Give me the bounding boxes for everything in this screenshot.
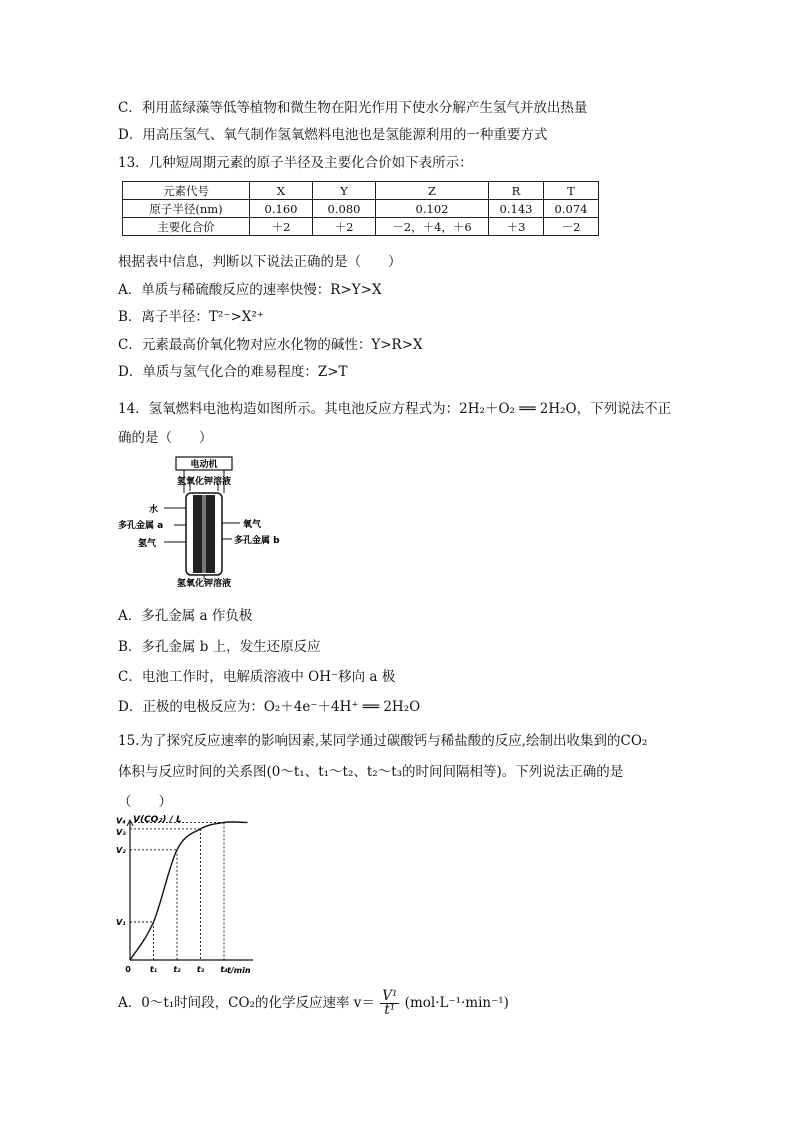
table-cell: 0.160	[250, 200, 313, 218]
x-axis-label: t/min	[227, 966, 251, 975]
table-cell: R	[489, 182, 544, 200]
table-row	[123, 182, 599, 200]
y-tick-label: V₃	[116, 827, 126, 837]
chart-axes	[127, 820, 253, 960]
q13-option-a: A．单质与稀硫酸反应的速率快慢：R>Y>X	[118, 282, 382, 298]
table-cell: 主要化合价	[123, 218, 250, 236]
table-cell: －2，＋4，＋6	[376, 218, 489, 236]
q14-option-a: A．多孔金属 a 作负极	[118, 608, 253, 624]
q13-option-c: C．元素最高价氧化物对应水化物的碱性：Y>R>X	[118, 337, 423, 353]
q15-stem-line2: 体积与反应时间的关系图(0～t₁、t₁～t₂、t₂～t₃的时间间隔相等)。下列说法正确的是	[118, 764, 624, 780]
q14-option-c: C．电池工作时，电解质溶液中 OH⁻移向 a 极	[118, 669, 396, 685]
series-line	[130, 822, 248, 960]
koh-top-label: 氢氧化钾溶液	[176, 477, 232, 487]
table-cell: ＋3	[489, 218, 544, 236]
q15-option-a-text: A．0～t₁时间段，CO₂的化学反应速率 v＝	[118, 995, 375, 1011]
q13-option-b: B．离子半径：T²⁻>X²⁺	[118, 309, 264, 325]
table-row	[123, 218, 599, 236]
q12-option-d: D．用高压氢气、氧气制作氢氧燃料电池也是氢能源利用的一种重要方式	[118, 127, 548, 143]
y-axis-label: V(CO₂) / L	[133, 815, 182, 825]
x-tick-label: t₄	[220, 965, 228, 974]
q14-option-d: D．正极的电极反应为：O₂＋4e⁻＋4H⁺ ══ 2H₂O	[118, 699, 421, 715]
q14-option-b: B．多孔金属 b 上，发生还原反应	[118, 639, 321, 655]
table-cell: 0.074	[544, 200, 599, 218]
q13-stem: 13．几种短周期元素的原子半径及主要化合价如下表所示：	[118, 155, 473, 171]
fraction-numerator: V¹	[382, 988, 398, 1004]
q14-stem-line2: 确的是（ ）	[118, 430, 213, 446]
table-cell: ＋2	[250, 218, 313, 236]
table-cell: Y	[313, 182, 376, 200]
x-tick-label: 0	[125, 965, 131, 974]
oxygen-label: 氧气	[243, 520, 262, 530]
koh-bottom-label: 氢氧化钾溶液	[176, 579, 232, 589]
hydrogen-label: 氢气	[138, 539, 157, 549]
q15-paren: （ ）	[118, 794, 172, 810]
table-cell: 0.143	[489, 200, 544, 218]
table-cell: －2	[544, 218, 599, 236]
q13-prompt: 根据表中信息，判断以下说法正确的是（ ）	[118, 254, 402, 270]
table-cell: X	[250, 182, 313, 200]
y-tick-label: V₄	[116, 816, 126, 826]
table-cell: 0.102	[376, 200, 489, 218]
y-tick-label: V₁	[116, 918, 126, 927]
electrode-b	[206, 495, 215, 573]
metal-b-label: 多孔金属 b	[234, 536, 280, 546]
table-cell: Z	[376, 182, 489, 200]
table-cell: 原子半径(nm)	[123, 200, 250, 218]
table-cell: T	[544, 182, 599, 200]
table-cell: ＋2	[313, 218, 376, 236]
motor-label: 电动机	[190, 460, 218, 470]
q12-option-c: C．利用蓝绿藻等低等植物和微生物在阳光作用下使水分解产生氢气并放出热量	[118, 100, 588, 116]
co2-volume-chart	[113, 812, 263, 977]
element-table	[122, 181, 599, 236]
y-tick-label: V₂	[116, 845, 126, 855]
electrode-a	[193, 495, 202, 573]
x-tick-label: t₁	[149, 965, 158, 974]
x-tick-label: t₂	[173, 965, 181, 974]
q15-stem-line1: 15.为了探究反应速率的影响因素,某同学通过碳酸钙与稀盐酸的反应,绘制出收集到的CO₂	[118, 733, 648, 749]
q13-option-d: D．单质与氢气化合的难易程度：Z>T	[118, 364, 348, 380]
q15-option-a	[118, 990, 509, 1017]
table-cell: 0.080	[313, 200, 376, 218]
metal-a-label: 多孔金属 a	[118, 521, 164, 531]
fraction-denominator: t¹	[384, 1002, 396, 1018]
q15-fraction	[380, 990, 399, 1017]
water-label: 水	[149, 505, 159, 515]
x-tick-label: t₃	[196, 965, 205, 974]
table-row	[123, 200, 599, 218]
fuel-cell-diagram	[116, 455, 286, 590]
q15-option-a-unit: (mol·L⁻¹·min⁻¹)	[404, 995, 509, 1011]
table-cell: 元素代号	[123, 182, 250, 200]
q14-stem-line1: 14．氢氧燃料电池构造如图所示。其电池反应方程式为：2H₂＋O₂ ══ 2H₂O，下列说法不正	[118, 401, 672, 417]
